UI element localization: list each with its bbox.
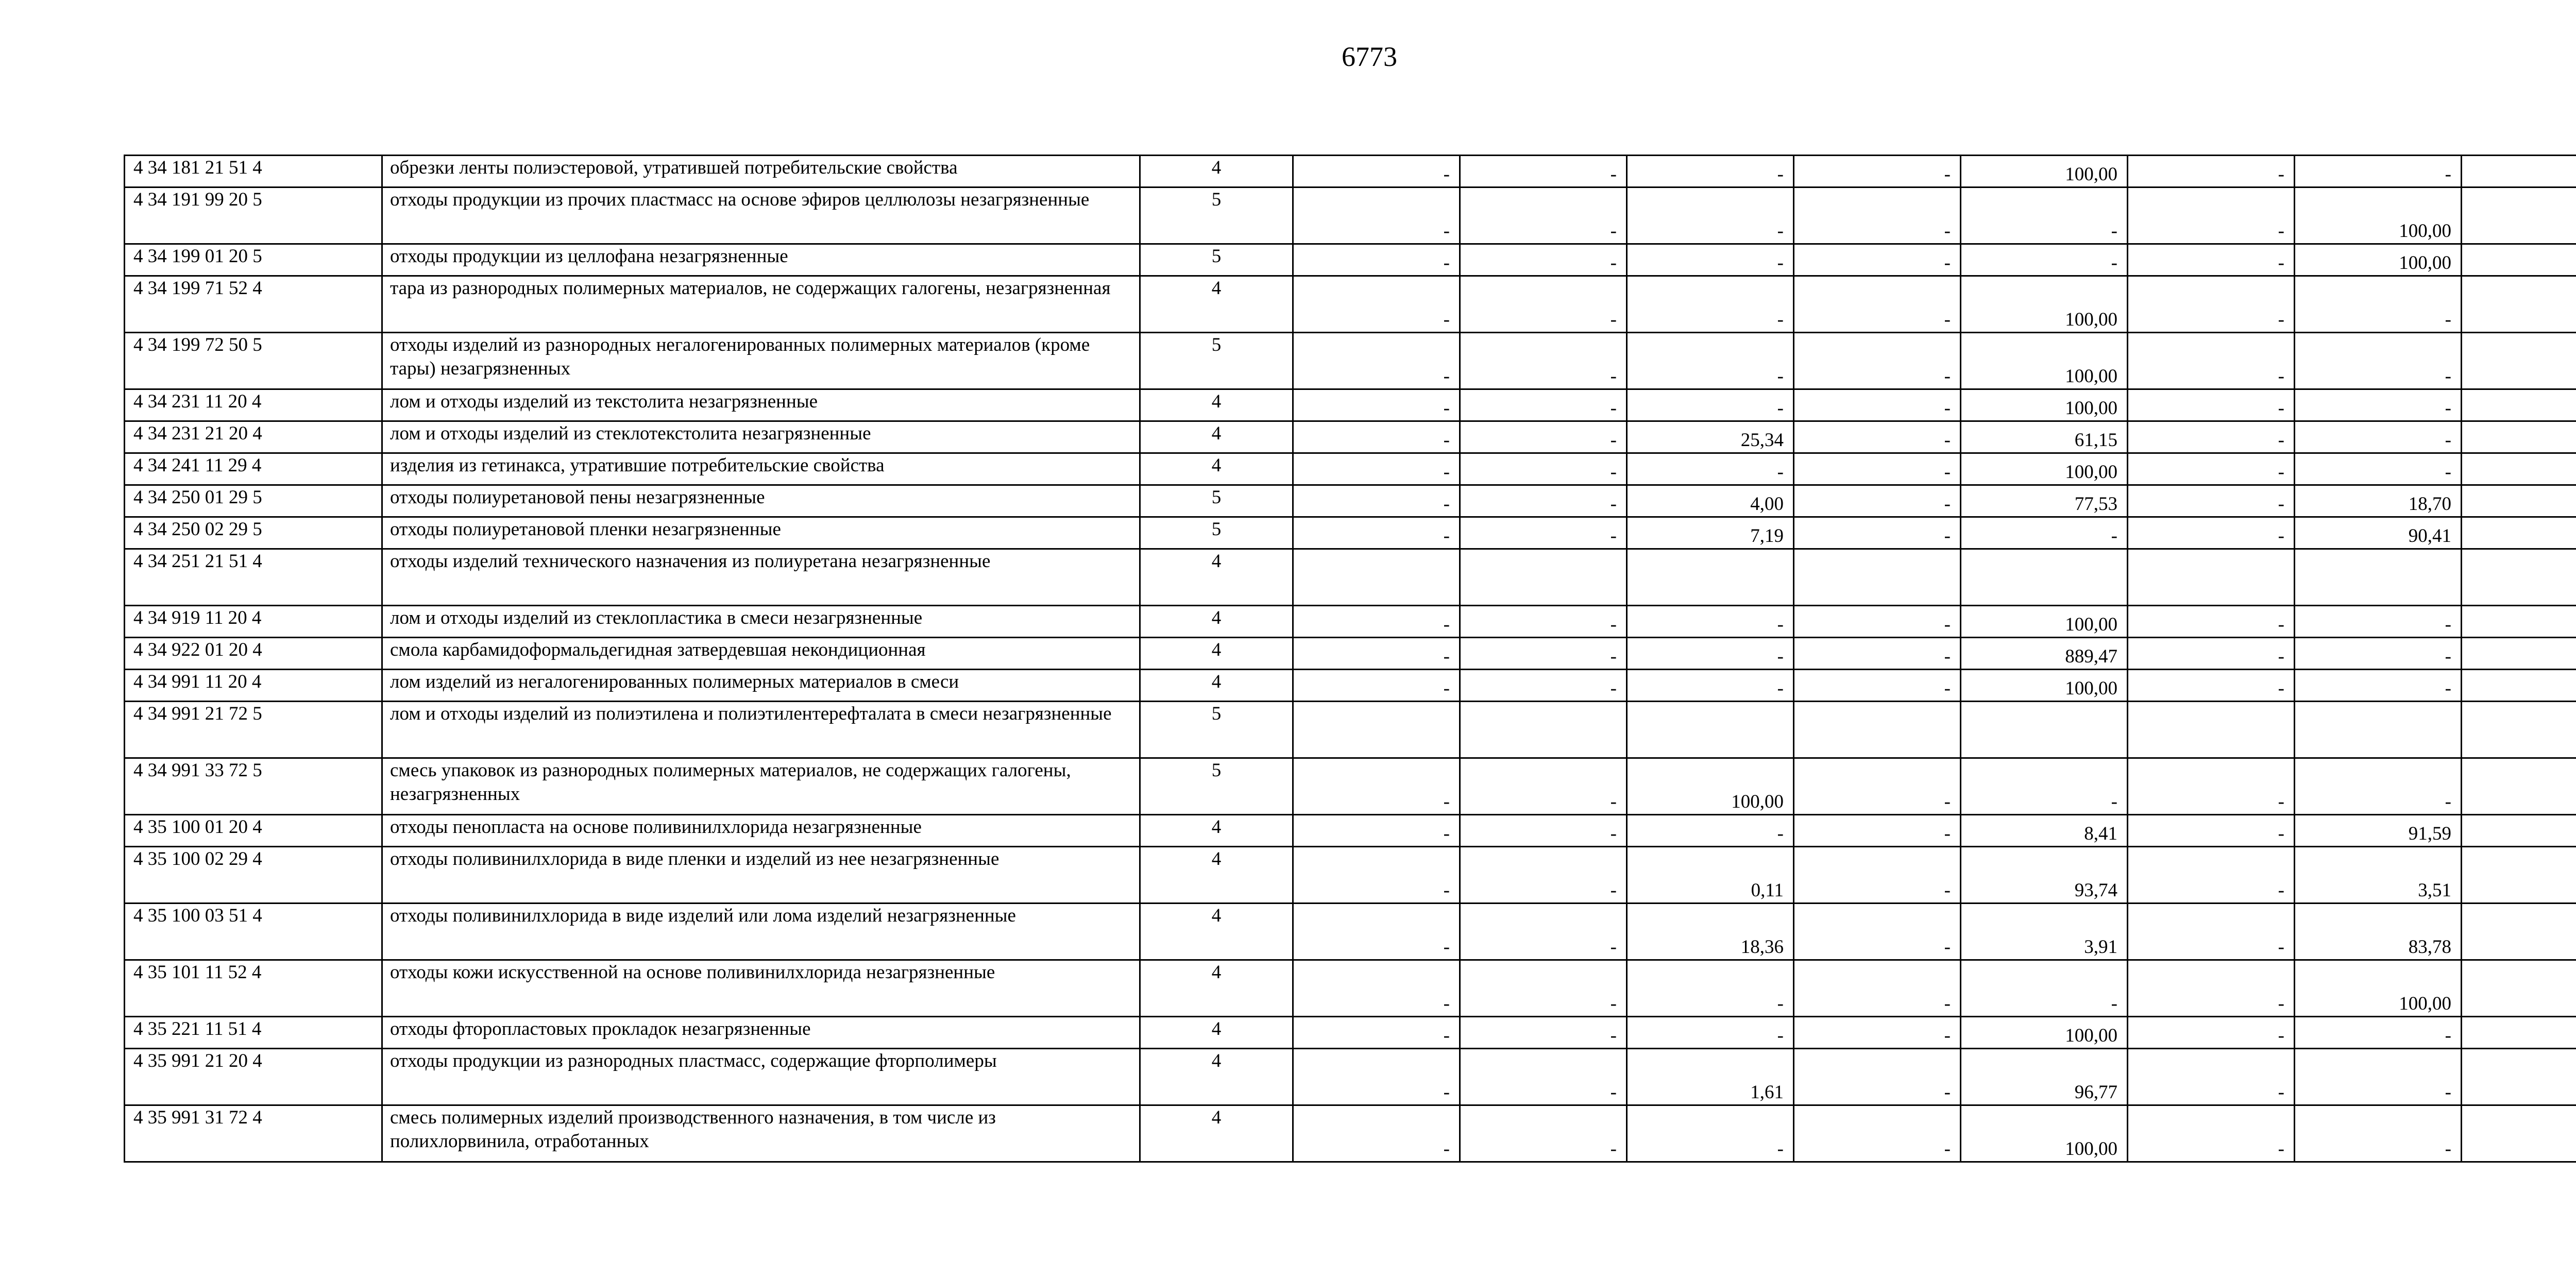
waste-name-cell: тара из разнородных полимерных материалов, не содержащих галогены, незагрязненная	[382, 276, 1140, 333]
percentage-value-cell	[2462, 606, 2576, 638]
percentage-value-cell: 3,91	[1961, 904, 2128, 960]
percentage-value-cell: 1,61	[1627, 1049, 1794, 1105]
percentage-value-cell: 93,74	[1961, 847, 2128, 904]
percentage-value-cell: -	[1794, 188, 1961, 244]
percentage-value-cell: -	[2128, 758, 2295, 815]
waste-code-cell: 4 35 100 01 20 4	[125, 815, 382, 847]
table-row	[125, 702, 2576, 758]
waste-name-cell: отходы изделий технического назначения из полиуретана незагрязненные	[382, 549, 1140, 606]
percentage-value-cell: -	[1961, 517, 2128, 549]
waste-name-cell: смола карбамидоформальдегидная затвердевшая некондиционная	[382, 638, 1140, 670]
waste-code-cell: 4 35 100 02 29 4	[125, 847, 382, 904]
percentage-value-cell: -	[1627, 333, 1794, 389]
percentage-value-cell: -	[1794, 517, 1961, 549]
percentage-value-cell: -	[2295, 276, 2462, 333]
percentage-value-cell: -	[1293, 1017, 1460, 1049]
percentage-value-cell	[2462, 389, 2576, 421]
percentage-value-cell: -	[1293, 421, 1460, 453]
waste-code-cell: 4 34 231 11 20 4	[125, 389, 382, 421]
hazard-class-cell: 5	[1140, 702, 1293, 758]
percentage-value-cell: 100,00	[1961, 389, 2128, 421]
hazard-class-cell: 4	[1140, 638, 1293, 670]
hazard-class-cell: 4	[1140, 1049, 1293, 1105]
percentage-value-cell	[2462, 421, 2576, 453]
percentage-value-cell	[2462, 960, 2576, 1017]
percentage-value-cell: -	[1794, 960, 1961, 1017]
page-number: 6773	[1342, 41, 1397, 72]
percentage-value-cell	[2462, 702, 2576, 758]
percentage-value-cell	[1961, 702, 2128, 758]
hazard-class-cell: 4	[1140, 156, 1293, 188]
percentage-value-cell: -	[1794, 815, 1961, 847]
percentage-value-cell	[2462, 156, 2576, 188]
table-row	[125, 333, 2576, 389]
percentage-value-cell: -	[1293, 389, 1460, 421]
percentage-value-cell: -	[1627, 156, 1794, 188]
percentage-value-cell: -	[1794, 453, 1961, 485]
percentage-value-cell: -	[1794, 421, 1961, 453]
percentage-value-cell: -	[1293, 1105, 1460, 1162]
waste-name-cell: отходы изделий из разнородных негалогенированных полимерных материалов (кроме тары) незагрязненных	[382, 333, 1140, 389]
percentage-value-cell: -	[1460, 421, 1627, 453]
percentage-value-cell: 100,00	[1961, 276, 2128, 333]
percentage-value-cell: -	[2128, 156, 2295, 188]
percentage-value-cell: 96,77	[1961, 1049, 2128, 1105]
hazard-class-cell: 4	[1140, 549, 1293, 606]
percentage-value-cell: 18,36	[1627, 904, 1794, 960]
percentage-value-cell: -	[1627, 188, 1794, 244]
percentage-value-cell	[2462, 815, 2576, 847]
percentage-value-cell: 18,70	[2295, 485, 2462, 517]
hazard-class-cell: 4	[1140, 847, 1293, 904]
percentage-value-cell: -	[1460, 1017, 1627, 1049]
table-row	[125, 1017, 2576, 1049]
percentage-value-cell: -	[1460, 276, 1627, 333]
percentage-value-cell: -	[2128, 421, 2295, 453]
percentage-value-cell: -	[1460, 606, 1627, 638]
waste-name-cell: отходы кожи искусственной на основе поливинилхлорида незагрязненные	[382, 960, 1140, 1017]
percentage-value-cell	[1460, 702, 1627, 758]
percentage-value-cell	[2462, 1105, 2576, 1162]
table-row	[125, 904, 2576, 960]
waste-code-cell: 4 35 101 11 52 4	[125, 960, 382, 1017]
waste-name-cell: отходы поливинилхлорида в виде пленки и изделий из нее незагрязненные	[382, 847, 1140, 904]
hazard-class-cell: 4	[1140, 960, 1293, 1017]
percentage-value-cell	[2462, 549, 2576, 606]
percentage-value-cell: -	[1293, 156, 1460, 188]
percentage-value-cell	[2462, 638, 2576, 670]
percentage-value-cell: -	[1794, 1049, 1961, 1105]
percentage-value-cell	[1293, 549, 1460, 606]
percentage-value-cell: -	[1293, 453, 1460, 485]
table-row	[125, 670, 2576, 702]
waste-name-cell: отходы полиуретановой пены незагрязненные	[382, 485, 1140, 517]
waste-code-cell: 4 34 991 11 20 4	[125, 670, 382, 702]
waste-code-cell: 4 34 991 33 72 5	[125, 758, 382, 815]
table-row	[125, 389, 2576, 421]
percentage-value-cell: 100,00	[1961, 1017, 2128, 1049]
waste-code-cell: 4 34 919 11 20 4	[125, 606, 382, 638]
percentage-value-cell: 889,47	[1961, 638, 2128, 670]
percentage-value-cell: -	[1627, 453, 1794, 485]
percentage-value-cell: -	[1794, 606, 1961, 638]
percentage-value-cell: -	[1794, 847, 1961, 904]
hazard-class-cell: 4	[1140, 670, 1293, 702]
percentage-value-cell: -	[2295, 670, 2462, 702]
percentage-value-cell: -	[1794, 389, 1961, 421]
table-row	[125, 549, 2576, 606]
waste-name-cell: отходы продукции из разнородных пластмасс, содержащие фторполимеры	[382, 1049, 1140, 1105]
percentage-value-cell	[2462, 847, 2576, 904]
percentage-value-cell: -	[2128, 606, 2295, 638]
percentage-value-cell	[2462, 1049, 2576, 1105]
percentage-value-cell: -	[1293, 188, 1460, 244]
percentage-value-cell: 100,00	[1961, 333, 2128, 389]
percentage-value-cell: -	[2128, 485, 2295, 517]
percentage-value-cell	[1794, 549, 1961, 606]
percentage-value-cell	[2462, 244, 2576, 276]
percentage-value-cell: 83,78	[2295, 904, 2462, 960]
hazard-class-cell: 4	[1140, 389, 1293, 421]
percentage-value-cell: -	[1794, 485, 1961, 517]
waste-name-cell: отходы полиуретановой пленки незагрязненные	[382, 517, 1140, 549]
percentage-value-cell: -	[2295, 1017, 2462, 1049]
percentage-value-cell: 61,15	[1961, 421, 2128, 453]
percentage-value-cell: -	[2128, 1105, 2295, 1162]
percentage-value-cell: -	[1961, 758, 2128, 815]
percentage-value-cell: -	[1794, 244, 1961, 276]
table-row	[125, 1049, 2576, 1105]
percentage-value-cell	[1961, 549, 2128, 606]
percentage-value-cell: -	[1627, 638, 1794, 670]
percentage-value-cell	[1627, 549, 1794, 606]
percentage-value-cell: -	[1794, 758, 1961, 815]
waste-name-cell: лом и отходы изделий из полиэтилена и полиэтилентерефталата в смеси незагрязненные	[382, 702, 1140, 758]
hazard-class-cell: 4	[1140, 904, 1293, 960]
percentage-value-cell: -	[2128, 670, 2295, 702]
table-row	[125, 421, 2576, 453]
percentage-value-cell: -	[2128, 244, 2295, 276]
waste-code-cell: 4 34 922 01 20 4	[125, 638, 382, 670]
percentage-value-cell: -	[1293, 670, 1460, 702]
percentage-value-cell	[2462, 1017, 2576, 1049]
percentage-value-cell: -	[2128, 276, 2295, 333]
hazard-class-cell: 4	[1140, 1105, 1293, 1162]
hazard-class-cell: 5	[1140, 485, 1293, 517]
table-row	[125, 188, 2576, 244]
percentage-value-cell: 77,53	[1961, 485, 2128, 517]
percentage-value-cell	[2462, 904, 2576, 960]
percentage-value-cell: -	[1794, 156, 1961, 188]
table-row	[125, 276, 2576, 333]
percentage-value-cell: -	[1794, 670, 1961, 702]
percentage-value-cell: -	[2128, 847, 2295, 904]
waste-name-cell: смесь полимерных изделий производственного назначения, в том числе из полихлорвинила, отработанных	[382, 1105, 1140, 1162]
percentage-value-cell: 100,00	[1961, 1105, 2128, 1162]
table-row	[125, 638, 2576, 670]
hazard-class-cell: 4	[1140, 276, 1293, 333]
percentage-value-cell: -	[1460, 815, 1627, 847]
percentage-value-cell: -	[2128, 517, 2295, 549]
table-row	[125, 960, 2576, 1017]
table-row	[125, 485, 2576, 517]
percentage-value-cell: -	[1794, 904, 1961, 960]
percentage-value-cell: -	[1627, 276, 1794, 333]
percentage-value-cell	[1794, 702, 1961, 758]
percentage-value-cell: -	[1794, 276, 1961, 333]
percentage-value-cell: 4,00	[1627, 485, 1794, 517]
percentage-value-cell: -	[1293, 276, 1460, 333]
waste-code-cell: 4 34 199 72 50 5	[125, 333, 382, 389]
percentage-value-cell: -	[2295, 606, 2462, 638]
percentage-value-cell: -	[1460, 156, 1627, 188]
percentage-value-cell: -	[1460, 188, 1627, 244]
percentage-value-cell	[2462, 485, 2576, 517]
hazard-class-cell: 4	[1140, 453, 1293, 485]
percentage-value-cell: 100,00	[2295, 244, 2462, 276]
percentage-value-cell: -	[1460, 1105, 1627, 1162]
table-row	[125, 1105, 2576, 1162]
waste-name-cell: смесь упаковок из разнородных полимерных материалов, не содержащих галогены, незагрязненных	[382, 758, 1140, 815]
percentage-value-cell	[2462, 453, 2576, 485]
table-row	[125, 758, 2576, 815]
percentage-value-cell: 7,19	[1627, 517, 1794, 549]
waste-name-cell: отходы фторопластовых прокладок незагрязненные	[382, 1017, 1140, 1049]
percentage-value-cell: -	[1460, 389, 1627, 421]
percentage-value-cell: -	[1794, 1105, 1961, 1162]
waste-code-cell: 4 35 991 21 20 4	[125, 1049, 382, 1105]
waste-name-cell: отходы пенопласта на основе поливинилхлорида незагрязненные	[382, 815, 1140, 847]
percentage-value-cell	[2128, 549, 2295, 606]
waste-code-cell: 4 34 251 21 51 4	[125, 549, 382, 606]
percentage-value-cell	[1460, 549, 1627, 606]
waste-code-cell: 4 35 221 11 51 4	[125, 1017, 382, 1049]
hazard-class-cell: 5	[1140, 244, 1293, 276]
percentage-value-cell: -	[1794, 333, 1961, 389]
percentage-value-cell: -	[2295, 389, 2462, 421]
percentage-value-cell: -	[1627, 1017, 1794, 1049]
percentage-value-cell: 100,00	[1961, 606, 2128, 638]
waste-name-cell: лом изделий из негалогенированных полимерных материалов в смеси	[382, 670, 1140, 702]
percentage-value-cell: -	[1627, 670, 1794, 702]
waste-code-cell: 4 34 991 21 72 5	[125, 702, 382, 758]
percentage-value-cell: 25,34	[1627, 421, 1794, 453]
hazard-class-cell: 4	[1140, 1017, 1293, 1049]
percentage-value-cell: -	[1293, 638, 1460, 670]
hazard-class-cell: 5	[1140, 758, 1293, 815]
hazard-class-cell: 5	[1140, 333, 1293, 389]
percentage-value-cell: -	[1460, 847, 1627, 904]
percentage-value-cell: -	[1961, 960, 2128, 1017]
percentage-value-cell: -	[1460, 453, 1627, 485]
percentage-value-cell: -	[1460, 517, 1627, 549]
percentage-value-cell	[2462, 276, 2576, 333]
percentage-value-cell: -	[1627, 1105, 1794, 1162]
hazard-class-cell: 5	[1140, 188, 1293, 244]
percentage-value-cell: 3,51	[2295, 847, 2462, 904]
table-row	[125, 847, 2576, 904]
percentage-value-cell: 0,11	[1627, 847, 1794, 904]
waste-name-cell: изделия из гетинакса, утратившие потребительские свойства	[382, 453, 1140, 485]
hazard-class-cell: 4	[1140, 815, 1293, 847]
percentage-value-cell: -	[1460, 670, 1627, 702]
percentage-value-cell: -	[2295, 156, 2462, 188]
waste-composition-table	[124, 155, 2576, 1163]
percentage-value-cell	[2128, 702, 2295, 758]
percentage-value-cell: 100,00	[2295, 188, 2462, 244]
table-row	[125, 244, 2576, 276]
waste-code-cell: 4 34 231 21 20 4	[125, 421, 382, 453]
percentage-value-cell: -	[2295, 758, 2462, 815]
percentage-value-cell: -	[1627, 389, 1794, 421]
percentage-value-cell: 100,00	[1961, 156, 2128, 188]
waste-name-cell: обрезки ленты полиэстеровой, утратившей потребительские свойства	[382, 156, 1140, 188]
percentage-value-cell: -	[2128, 904, 2295, 960]
percentage-value-cell: -	[1460, 638, 1627, 670]
percentage-value-cell: -	[2295, 453, 2462, 485]
percentage-value-cell: -	[2128, 188, 2295, 244]
waste-code-cell: 4 35 991 31 72 4	[125, 1105, 382, 1162]
percentage-value-cell	[2295, 549, 2462, 606]
percentage-value-cell: -	[1293, 485, 1460, 517]
percentage-value-cell: -	[1627, 960, 1794, 1017]
percentage-value-cell: 100,00	[1961, 453, 2128, 485]
percentage-value-cell: -	[1460, 244, 1627, 276]
percentage-value-cell: 91,59	[2295, 815, 2462, 847]
percentage-value-cell: -	[1293, 960, 1460, 1017]
percentage-value-cell: -	[2295, 333, 2462, 389]
percentage-value-cell: 100,00	[1627, 758, 1794, 815]
waste-name-cell: отходы поливинилхлорида в виде изделий или лома изделий незагрязненные	[382, 904, 1140, 960]
hazard-class-cell: 4	[1140, 421, 1293, 453]
waste-code-cell: 4 34 241 11 29 4	[125, 453, 382, 485]
percentage-value-cell: -	[1794, 1017, 1961, 1049]
percentage-value-cell: 90,41	[2295, 517, 2462, 549]
waste-code-cell: 4 34 250 02 29 5	[125, 517, 382, 549]
percentage-value-cell: -	[1460, 1049, 1627, 1105]
percentage-value-cell: -	[2128, 960, 2295, 1017]
percentage-value-cell: 100,00	[1961, 670, 2128, 702]
percentage-value-cell: -	[1627, 244, 1794, 276]
waste-code-cell: 4 34 191 99 20 5	[125, 188, 382, 244]
waste-code-cell: 4 35 100 03 51 4	[125, 904, 382, 960]
percentage-value-cell: -	[1293, 606, 1460, 638]
percentage-value-cell: -	[2128, 815, 2295, 847]
percentage-value-cell: -	[1627, 815, 1794, 847]
waste-name-cell: отходы продукции из целлофана незагрязненные	[382, 244, 1140, 276]
percentage-value-cell	[2462, 188, 2576, 244]
waste-name-cell: лом и отходы изделий из стеклопластика в смеси незагрязненные	[382, 606, 1140, 638]
table-row	[125, 606, 2576, 638]
percentage-value-cell: -	[2295, 1105, 2462, 1162]
percentage-value-cell: -	[1293, 333, 1460, 389]
percentage-value-cell: 100,00	[2295, 960, 2462, 1017]
waste-code-cell: 4 34 199 01 20 5	[125, 244, 382, 276]
waste-name-cell: лом и отходы изделий из текстолита незагрязненные	[382, 389, 1140, 421]
percentage-value-cell: -	[2128, 638, 2295, 670]
percentage-value-cell: -	[1460, 485, 1627, 517]
table-row	[125, 453, 2576, 485]
percentage-value-cell	[2462, 333, 2576, 389]
percentage-value-cell: 8,41	[1961, 815, 2128, 847]
percentage-value-cell	[1293, 702, 1460, 758]
percentage-value-cell	[2462, 517, 2576, 549]
percentage-value-cell: -	[2128, 389, 2295, 421]
table-row	[125, 517, 2576, 549]
percentage-value-cell	[2295, 702, 2462, 758]
hazard-class-cell: 4	[1140, 606, 1293, 638]
percentage-value-cell	[2462, 758, 2576, 815]
percentage-value-cell	[1627, 702, 1794, 758]
waste-name-cell: отходы продукции из прочих пластмасс на основе эфиров целлюлозы незагрязненные	[382, 188, 1140, 244]
percentage-value-cell: -	[2128, 1017, 2295, 1049]
percentage-value-cell: -	[1794, 638, 1961, 670]
percentage-value-cell: -	[1961, 244, 2128, 276]
percentage-value-cell: -	[1293, 815, 1460, 847]
percentage-value-cell: -	[2295, 1049, 2462, 1105]
waste-code-cell: 4 34 199 71 52 4	[125, 276, 382, 333]
percentage-value-cell: -	[2295, 421, 2462, 453]
waste-code-cell: 4 34 181 21 51 4	[125, 156, 382, 188]
table-row	[125, 156, 2576, 188]
percentage-value-cell: -	[1627, 606, 1794, 638]
percentage-value-cell: -	[1293, 758, 1460, 815]
percentage-value-cell: -	[2128, 333, 2295, 389]
percentage-value-cell: -	[1460, 758, 1627, 815]
percentage-value-cell: -	[2128, 1049, 2295, 1105]
percentage-value-cell: -	[1293, 1049, 1460, 1105]
table-row	[125, 815, 2576, 847]
waste-code-cell: 4 34 250 01 29 5	[125, 485, 382, 517]
percentage-value-cell: -	[1293, 904, 1460, 960]
percentage-value-cell	[2462, 670, 2576, 702]
percentage-value-cell: -	[1460, 904, 1627, 960]
percentage-value-cell: -	[1460, 333, 1627, 389]
percentage-value-cell: -	[1293, 847, 1460, 904]
waste-name-cell: лом и отходы изделий из стеклотекстолита незагрязненные	[382, 421, 1140, 453]
percentage-value-cell: -	[1460, 960, 1627, 1017]
hazard-class-cell: 5	[1140, 517, 1293, 549]
percentage-value-cell: -	[1293, 244, 1460, 276]
percentage-value-cell: -	[2295, 638, 2462, 670]
percentage-value-cell: -	[1961, 188, 2128, 244]
percentage-value-cell: -	[2128, 453, 2295, 485]
percentage-value-cell: -	[1293, 517, 1460, 549]
